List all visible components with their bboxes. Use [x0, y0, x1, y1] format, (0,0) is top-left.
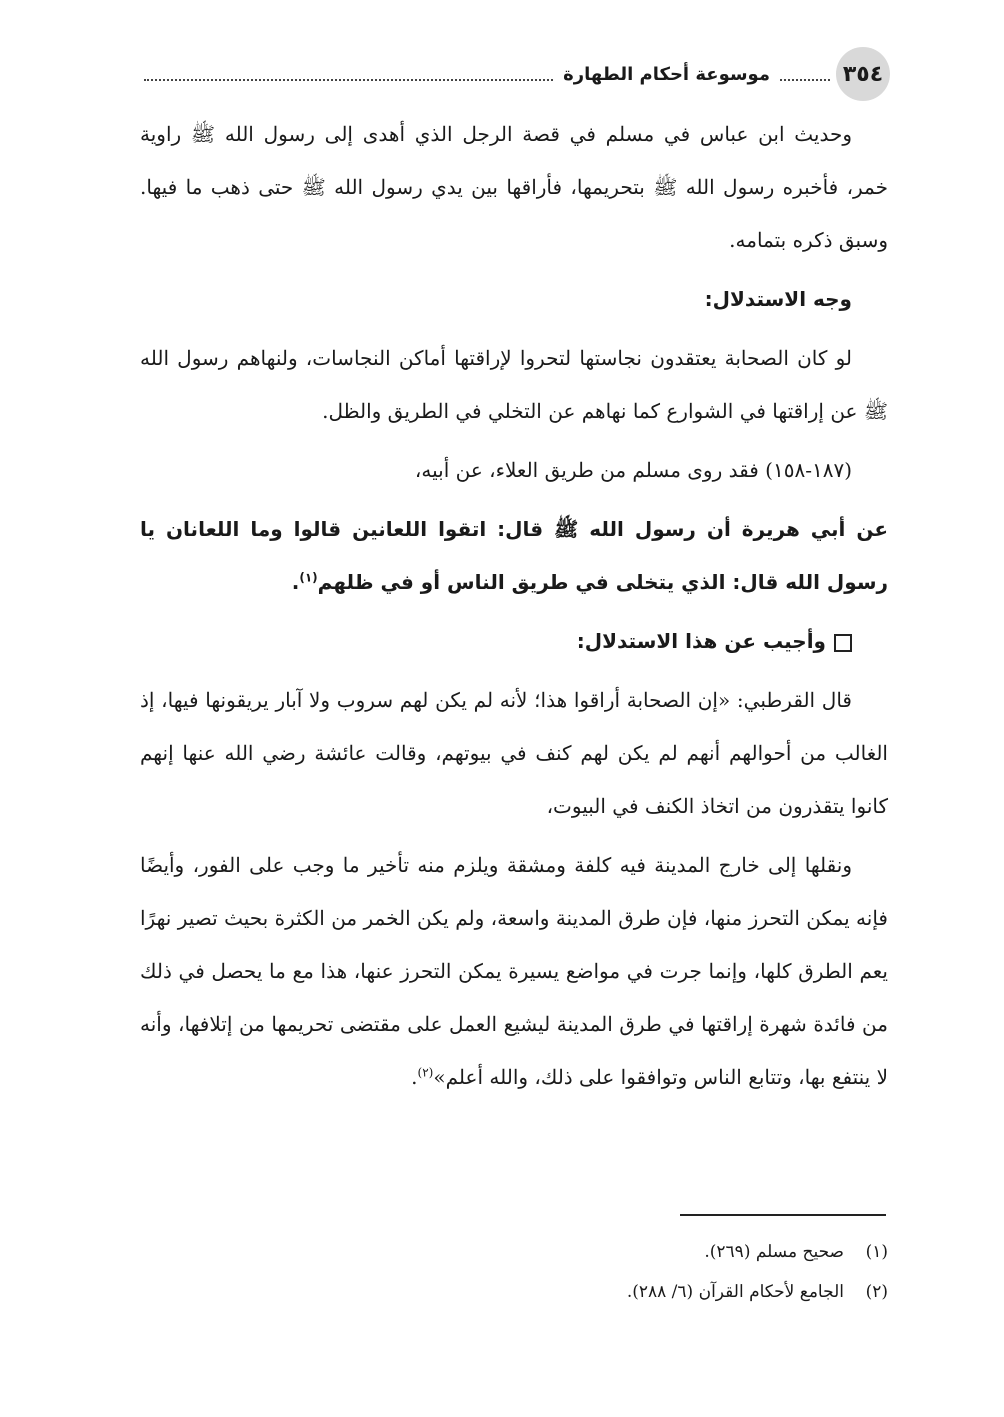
running-header — [138, 46, 890, 102]
checkbox-square-icon — [834, 634, 852, 652]
footnote-mark: (٢) — [865, 1282, 888, 1302]
footnote-1 — [140, 1232, 888, 1272]
main-text — [140, 108, 888, 1110]
hadith-body: عن أبي هريرة أن رسول الله ﷺ قال: اتقوا اللعانين قالوا وما اللعانان يا رسول الله قال: الذي يتخلى في طريق الناس أو في ظلهم — [140, 517, 888, 594]
hadith-text — [140, 503, 888, 609]
heading-reply-text: وأجيب عن هذا الاستدلال: — [576, 629, 826, 653]
footnote-text: صحيح مسلم (٢٦٩). — [704, 1242, 844, 1262]
hadith-end-punct: . — [291, 570, 300, 594]
footnotes — [140, 1232, 888, 1312]
footnote-ref-1[interactable]: (١) — [299, 570, 318, 585]
footnote-ref-2[interactable]: (٢) — [417, 1065, 434, 1080]
page-number: ٣٥٤ — [836, 47, 890, 101]
paragraph-qurtubi: قال القرطبي: «إن الصحابة أراقوا هذا؛ لأنه لم يكن لهم سروب ولا آبار يريقونها فيها، إذ الغالب من أحوالهم أنهم لم يكن لهم كنف في بيوتهم، وقالت عائشة رضي الله عنها إنهم كانوا يتقذرون من اتخاذ الكنف في البيوت، — [140, 688, 888, 818]
paragraph-madina-body: ونقلها إلى خارج المدينة فيه كلفة ومشقة ويلزم منه تأخير ما وجب على الفور، وأيضًا فإنه يمكن التحرز منها، فإن طرق المدينة واسعة، ولم يكن الخمر من الكثرة بحيث تصير نهرًا يعم الطرق كلها، وإنما جرت في مواضع يسيرة يمكن التحرز عنها، هذا مع ما يحصل في ذلك من فائدة شهرة إراقتها في طرق المدينة ليشيع العمل على مقتضى تحريمها من إتلافها، وأنه لا ينتفع بها، وتتابع الناس وتوافقوا على ذلك، والله أعلم» — [140, 853, 888, 1089]
paragraph-ibn-abbas: وحديث ابن عباس في مسلم في قصة الرجل الذي أهدى إلى رسول الله ﷺ راوية خمر، فأخبره رسول الله ﷺ بتحريمها، فأراقها بين يدي رسول الله ﷺ حتى ذهب ما فيها. وسبق ذكره بتمامه. — [140, 122, 888, 252]
footnote-separator — [680, 1214, 886, 1216]
header-dotted-leader-right — [780, 79, 830, 81]
paragraph-istidlal: لو كان الصحابة يعتقدون نجاستها لتحروا لإراقتها أماكن النجاسات، ولنهاهم رسول الله ﷺ عن إراقتها في الشوارع كما نهاهم عن التخلي في الطريق والظل. — [140, 346, 888, 423]
paragraph-madina-end: . — [411, 1065, 418, 1089]
paragraph-isnad: (١٨٧-١٥٨) فقد روى مسلم من طريق العلاء، عن أبيه، — [414, 458, 852, 482]
footnote-mark: (١) — [865, 1242, 888, 1262]
footnote-text: الجامع لأحكام القرآن (٦/ ٢٨٨). — [626, 1282, 844, 1302]
heading-wajh-istidlal: وجه الاستدلال: — [704, 287, 852, 311]
paragraph-madina — [140, 839, 888, 1104]
footnote-2 — [140, 1272, 888, 1312]
book-title: موسوعة أحكام الطهارة — [563, 63, 770, 85]
heading-reply — [140, 615, 888, 668]
header-dotted-leader-left — [144, 79, 553, 81]
